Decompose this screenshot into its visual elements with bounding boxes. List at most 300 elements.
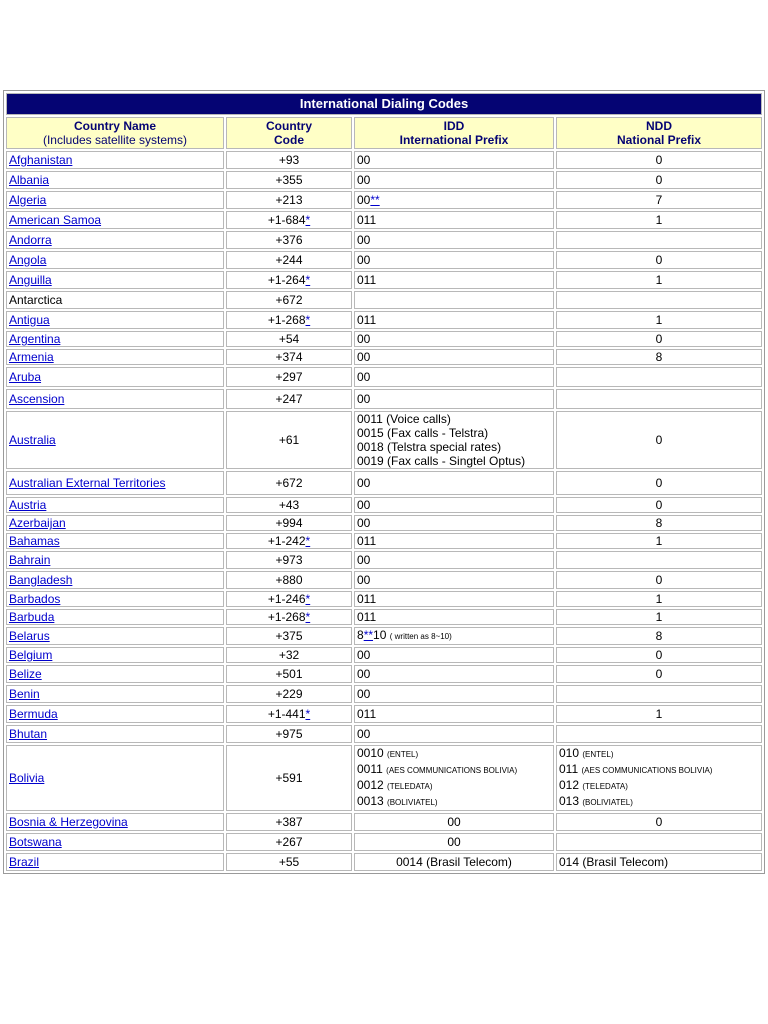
prefix-line <box>357 440 551 454</box>
country-code: +61 <box>278 433 300 447</box>
prefix-line <box>357 534 551 548</box>
country-code-cell <box>226 571 352 589</box>
country-code: +54 <box>278 332 300 346</box>
country-name-cell <box>6 151 224 169</box>
country-name-cell <box>6 853 224 871</box>
ndd-cell <box>556 367 762 387</box>
prefix-line <box>357 628 551 644</box>
country-name-cell <box>6 591 224 607</box>
country-code: +55 <box>278 855 300 869</box>
country-link[interactable]: Bangladesh <box>9 573 73 587</box>
prefix-value: 1 <box>655 707 663 721</box>
prefix-value: 0014 (Brasil Telecom) <box>396 855 512 869</box>
country-link[interactable]: Azerbaijan <box>9 516 66 530</box>
header-country-code <box>226 117 352 149</box>
table-row <box>6 685 762 703</box>
prefix-note: ( written as 8~10) <box>389 632 452 641</box>
prefix-line <box>559 778 759 794</box>
idd-cell <box>354 833 554 851</box>
prefix-value: 0 <box>655 153 663 167</box>
prefix-value: 00 <box>357 253 371 267</box>
idd-cell <box>354 515 554 531</box>
prefix-value: 012 <box>559 778 580 792</box>
header-idd-line1: IDD <box>443 119 465 133</box>
country-code: +973 <box>275 553 303 567</box>
country-link[interactable]: Angola <box>9 253 47 267</box>
prefix-line <box>357 687 551 701</box>
table-row <box>6 725 762 743</box>
prefix-value: 0 <box>655 253 663 267</box>
prefix-line <box>357 592 551 606</box>
prefix-value: 013 <box>559 794 580 808</box>
country-link[interactable]: Brazil <box>9 855 40 869</box>
prefix-line <box>357 426 551 440</box>
country-link[interactable]: Belgium <box>9 648 53 662</box>
prefix-line <box>559 498 759 512</box>
country-code-cell <box>226 591 352 607</box>
country-name-cell <box>6 745 224 811</box>
prefix-value: 00 <box>357 553 371 567</box>
footnote-link[interactable]: * <box>305 313 311 327</box>
country-name-cell <box>6 389 224 409</box>
prefix-value: 1 <box>655 313 663 327</box>
country-link[interactable]: Argentina <box>9 332 61 346</box>
prefix-line <box>357 778 551 794</box>
prefix-line <box>357 273 551 287</box>
footnote-link[interactable]: * <box>305 610 311 624</box>
prefix-line <box>559 534 759 548</box>
country-code-cell <box>226 349 352 365</box>
ndd-cell <box>556 533 762 549</box>
country-code-cell <box>226 853 352 871</box>
prefix-value: 00 <box>357 727 371 741</box>
table-row <box>6 551 762 569</box>
idd-cell <box>354 471 554 495</box>
country-name-cell <box>6 211 224 229</box>
prefix-value: 1 <box>655 534 663 548</box>
prefix-note: (AES COMMUNICATIONS BOLIVIA) <box>386 766 518 775</box>
country-link[interactable]: Afghanistan <box>9 153 73 167</box>
header-ndd-line1: NDD <box>646 119 673 133</box>
country-code: +975 <box>275 727 303 741</box>
country-link[interactable]: American Samoa <box>9 213 102 227</box>
prefix-line <box>357 350 551 364</box>
country-link[interactable]: Benin <box>9 687 40 701</box>
footnote-link[interactable]: * <box>305 273 311 287</box>
prefix-value: 011 <box>357 213 377 227</box>
idd-cell <box>354 311 554 329</box>
prefix-line <box>559 193 759 207</box>
country-name-cell <box>6 705 224 723</box>
idd-cell <box>354 853 554 871</box>
country-code: +672 <box>275 293 303 307</box>
country-code: +591 <box>275 771 303 785</box>
table-row <box>6 627 762 645</box>
table-title: International Dialing Codes <box>6 93 762 115</box>
ndd-cell <box>556 571 762 589</box>
prefix-value: 00 <box>357 153 371 167</box>
country-code-cell <box>226 367 352 387</box>
idd-cell <box>354 591 554 607</box>
prefix-line <box>357 667 551 681</box>
table-row <box>6 151 762 169</box>
dialing-codes-table <box>3 90 765 874</box>
dialing-codes-container <box>3 90 765 874</box>
country-link[interactable]: Bahrain <box>9 553 51 567</box>
prefix-line <box>559 213 759 227</box>
country-link[interactable]: Armenia <box>9 350 54 364</box>
prefix-line <box>559 794 759 810</box>
prefix-line <box>559 273 759 287</box>
prefix-line <box>559 573 759 587</box>
table-row <box>6 647 762 663</box>
prefix-line <box>559 516 759 530</box>
prefix-value: 0010 <box>357 746 384 760</box>
prefix-value: 00 <box>357 193 371 207</box>
country-link[interactable]: Botswana <box>9 835 62 849</box>
country-code: +32 <box>278 648 300 662</box>
country-name-cell <box>6 271 224 289</box>
prefix-line <box>559 433 759 447</box>
country-code-cell <box>226 551 352 569</box>
ndd-cell <box>556 389 762 409</box>
country-code: +880 <box>275 573 303 587</box>
country-code: +1-268 <box>267 313 306 327</box>
footnote-link[interactable]: * <box>305 707 311 721</box>
prefix-value: 1 <box>655 273 663 287</box>
ndd-cell <box>556 853 762 871</box>
prefix-line <box>559 629 759 643</box>
prefix-line <box>559 746 759 762</box>
prefix-line <box>559 592 759 606</box>
country-link[interactable]: Australia <box>9 433 56 447</box>
prefix-note: (BOLIVIATEL) <box>387 798 438 807</box>
ndd-cell <box>556 471 762 495</box>
country-name-cell <box>6 191 224 209</box>
prefix-line <box>559 153 759 167</box>
prefix-value: 8 <box>655 350 663 364</box>
ndd-cell <box>556 591 762 607</box>
idd-cell <box>354 349 554 365</box>
country-name-cell <box>6 833 224 851</box>
country-code-cell <box>226 515 352 531</box>
country-code: +1-441 <box>267 707 306 721</box>
prefix-value-suffix: 10 <box>373 628 387 642</box>
prefix-note: (BOLIVIATEL) <box>582 798 633 807</box>
ndd-cell <box>556 725 762 743</box>
country-name-cell <box>6 231 224 249</box>
prefix-line <box>559 253 759 267</box>
prefix-value: 0 <box>655 573 663 587</box>
country-name-cell <box>6 627 224 645</box>
country-code-cell <box>226 251 352 269</box>
header-country-name-label: Country Name <box>73 119 156 133</box>
prefix-value: 0 <box>655 332 663 346</box>
country-name-cell <box>6 291 224 309</box>
country-link[interactable]: Barbados <box>9 592 61 606</box>
table-row <box>6 497 762 513</box>
prefix-value: 011 <box>357 707 377 721</box>
country-name-cell <box>6 471 224 495</box>
country-link[interactable]: Bhutan <box>9 727 48 741</box>
country-link[interactable]: Australian External Territories <box>9 476 166 490</box>
prefix-value: 0019 (Fax calls - Singtel Optus) <box>357 454 526 468</box>
country-code-cell <box>226 705 352 723</box>
header-country-name <box>6 117 224 149</box>
header-idd <box>354 117 554 149</box>
idd-cell <box>354 389 554 409</box>
country-link[interactable]: Aruba <box>9 370 42 384</box>
table-row <box>6 191 762 209</box>
country-code-cell <box>226 665 352 683</box>
country-link[interactable]: Antigua <box>9 313 50 327</box>
country-code: +672 <box>275 476 303 490</box>
table-row <box>6 389 762 409</box>
country-link[interactable]: Bosnia & Herzegovina <box>9 815 128 829</box>
idd-cell <box>354 367 554 387</box>
idd-cell <box>354 725 554 743</box>
prefix-line <box>357 392 551 406</box>
ndd-cell <box>556 211 762 229</box>
country-code: +229 <box>275 687 303 701</box>
country-code: +1-246 <box>267 592 306 606</box>
prefix-line <box>357 476 551 490</box>
country-code-cell <box>226 725 352 743</box>
country-code-cell <box>226 745 352 811</box>
prefix-value: 0011 <box>357 762 383 776</box>
prefix-line <box>559 332 759 346</box>
table-row <box>6 609 762 625</box>
prefix-line <box>357 213 551 227</box>
table-row <box>6 231 762 249</box>
header-ndd-line2: National Prefix <box>617 133 702 147</box>
idd-cell <box>354 685 554 703</box>
prefix-value: 1 <box>655 610 663 624</box>
footnote-link[interactable]: ** <box>363 628 374 642</box>
prefix-value: 00 <box>357 687 371 701</box>
country-link[interactable]: Bolivia <box>9 771 45 785</box>
prefix-line <box>357 454 551 468</box>
prefix-line <box>559 762 759 778</box>
country-name-cell <box>6 251 224 269</box>
country-link[interactable]: Bahamas <box>9 534 60 548</box>
prefix-line <box>357 794 551 810</box>
country-code-cell <box>226 211 352 229</box>
ndd-cell <box>556 349 762 365</box>
prefix-value: 010 <box>559 746 580 760</box>
table-body <box>6 151 762 871</box>
country-link[interactable]: Albania <box>9 173 50 187</box>
prefix-value: 011 <box>357 273 377 287</box>
ndd-cell <box>556 497 762 513</box>
prefix-line <box>357 835 551 849</box>
table-row <box>6 853 762 871</box>
prefix-note: (AES COMMUNICATIONS BOLIVIA) <box>581 766 713 775</box>
prefix-line <box>357 855 551 869</box>
country-name-cell <box>6 331 224 347</box>
prefix-value: 0 <box>655 476 663 490</box>
idd-cell <box>354 497 554 513</box>
prefix-value: 0 <box>655 433 663 447</box>
prefix-value: 011 <box>559 762 579 776</box>
prefix-line <box>559 476 759 490</box>
ndd-cell <box>556 231 762 249</box>
table-row <box>6 833 762 851</box>
prefix-value: 011 <box>357 534 377 548</box>
prefix-line <box>357 498 551 512</box>
country-link[interactable]: Anguilla <box>9 273 52 287</box>
prefix-value: 00 <box>357 332 371 346</box>
prefix-value: 00 <box>357 370 371 384</box>
table-row <box>6 665 762 683</box>
ndd-cell <box>556 685 762 703</box>
prefix-line <box>559 815 759 829</box>
header-country-code-line1: Country <box>266 119 312 133</box>
country-code-cell <box>226 311 352 329</box>
country-code: +297 <box>275 370 303 384</box>
country-link[interactable]: Algeria <box>9 193 47 207</box>
country-code-cell <box>226 171 352 189</box>
ndd-cell <box>556 609 762 625</box>
prefix-value: 011 <box>357 610 377 624</box>
prefix-value: 0 <box>655 498 663 512</box>
ndd-cell <box>556 813 762 831</box>
idd-cell <box>354 271 554 289</box>
prefix-line <box>357 193 551 207</box>
country-code-cell <box>226 411 352 469</box>
table-row <box>6 471 762 495</box>
ndd-cell <box>556 627 762 645</box>
prefix-value: 7 <box>655 193 663 207</box>
prefix-line <box>559 648 759 662</box>
prefix-line <box>559 173 759 187</box>
prefix-line <box>357 610 551 624</box>
prefix-value: 00 <box>357 392 371 406</box>
footnote-link[interactable]: * <box>305 534 311 548</box>
ndd-cell <box>556 291 762 309</box>
footnote-link[interactable]: * <box>305 213 311 227</box>
table-row <box>6 331 762 347</box>
country-link[interactable]: Ascension <box>9 392 65 406</box>
prefix-line <box>357 173 551 187</box>
idd-cell <box>354 705 554 723</box>
ndd-cell <box>556 705 762 723</box>
prefix-value: 0012 <box>357 778 384 792</box>
ndd-cell <box>556 551 762 569</box>
table-row <box>6 533 762 549</box>
country-code: +247 <box>275 392 303 406</box>
prefix-line <box>357 412 551 426</box>
idd-cell <box>354 745 554 811</box>
prefix-value: 0 <box>655 815 663 829</box>
country-link[interactable]: Bermuda <box>9 707 58 721</box>
country-name-cell <box>6 349 224 365</box>
table-row <box>6 171 762 189</box>
idd-cell <box>354 627 554 645</box>
country-code-cell <box>226 151 352 169</box>
country-link[interactable]: Belize <box>9 667 42 681</box>
prefix-value: 011 <box>357 313 377 327</box>
table-row <box>6 705 762 723</box>
prefix-line <box>357 253 551 267</box>
prefix-value: 1 <box>655 592 663 606</box>
country-code-cell <box>226 647 352 663</box>
prefix-line <box>357 648 551 662</box>
table-row <box>6 411 762 469</box>
country-name-cell <box>6 171 224 189</box>
prefix-line <box>357 746 551 762</box>
country-code: +994 <box>275 516 303 530</box>
prefix-line <box>357 313 551 327</box>
prefix-line <box>357 573 551 587</box>
country-code: +1-242 <box>267 534 306 548</box>
prefix-line <box>357 516 551 530</box>
table-row <box>6 251 762 269</box>
country-code: +374 <box>275 350 303 364</box>
header-idd-line2: International Prefix <box>399 133 509 147</box>
footnote-link[interactable]: * <box>305 592 311 606</box>
country-code: +1-268 <box>267 610 306 624</box>
prefix-value: 00 <box>357 233 371 247</box>
idd-cell <box>354 571 554 589</box>
idd-cell <box>354 191 554 209</box>
country-code: +244 <box>275 253 303 267</box>
country-name-cell <box>6 533 224 549</box>
country-code-cell <box>226 609 352 625</box>
prefix-note: (TELEDATA) <box>387 782 433 791</box>
footnote-link[interactable]: ** <box>370 193 380 207</box>
table-row <box>6 367 762 387</box>
country-code-cell <box>226 685 352 703</box>
country-name-cell <box>6 813 224 831</box>
prefix-value: 8 <box>357 628 364 642</box>
prefix-value: 0 <box>655 667 663 681</box>
idd-cell <box>354 647 554 663</box>
idd-cell <box>354 171 554 189</box>
ndd-cell <box>556 171 762 189</box>
country-code-cell <box>226 471 352 495</box>
prefix-value: 00 <box>447 835 461 849</box>
country-link[interactable]: Austria <box>9 498 47 512</box>
country-code: +387 <box>275 815 303 829</box>
prefix-value: 8 <box>655 516 663 530</box>
table-row <box>6 745 762 811</box>
table-row <box>6 813 762 831</box>
idd-cell <box>354 609 554 625</box>
country-link[interactable]: Belarus <box>9 629 50 643</box>
country-name-cell <box>6 411 224 469</box>
prefix-value: 0018 (Telstra special rates) <box>357 440 502 454</box>
prefix-value: 00 <box>357 648 371 662</box>
country-code-cell <box>226 291 352 309</box>
prefix-value: 0 <box>655 648 663 662</box>
prefix-value: 00 <box>447 815 461 829</box>
prefix-note: (TELEDATA) <box>582 782 628 791</box>
country-name-cell <box>6 367 224 387</box>
country-code-cell <box>226 813 352 831</box>
ndd-cell <box>556 665 762 683</box>
table-row <box>6 571 762 589</box>
country-code: +1-264 <box>267 273 306 287</box>
prefix-value: 00 <box>357 573 371 587</box>
ndd-cell <box>556 191 762 209</box>
country-name-cell <box>6 685 224 703</box>
country-name-cell <box>6 515 224 531</box>
country-code: +43 <box>278 498 300 512</box>
country-code-cell <box>226 627 352 645</box>
country-link[interactable]: Barbuda <box>9 610 55 624</box>
country-link[interactable]: Andorra <box>9 233 52 247</box>
